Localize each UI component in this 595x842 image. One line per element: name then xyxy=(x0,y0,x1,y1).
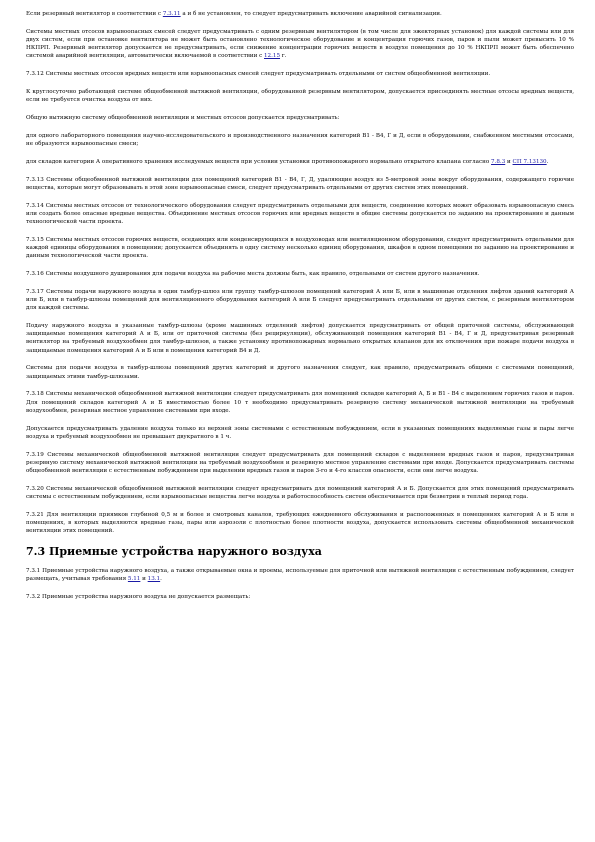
paragraph-text: 7.3.21 Для вентиляции приямков глубиной 0,5 м и более и смотровых каналов, требующих ежедневного обслуживания и расположенных в помещениях категорий А и Б или в помещениях, в которых выделяются вредные газы, пары или аэрозоли с плотностью более плотности воздуха, допускается использовать системы общеобменной механической вентиляции этих помещений. xyxy=(26,511,574,535)
paragraph-text: 7.3.16 Системы воздушного душирования для подачи воздуха на рабочие места должны быть, как правило, отдельными от систем другого назначения. xyxy=(26,271,480,277)
reference-link[interactable]: 5.11 xyxy=(127,576,141,583)
paragraph-text: Подачу наружного воздуха в указанные тамбур-шлюзы (кроме машинных отделений лифтов) допускается предусматривать от общей приточной системы, обслуживающей защищаемые помещения категорий А и Б, или от приточной системы (без рециркуляции), обслуживающей помещения категорий В1 - В4, Г и Д, предусматривая резервный вентилятор на требуемый воздухообмен для тамбур-шлюзов, а также установку противопожарных нормально открытых клапанов для их отключения при пожаре подачи воздуха в защищаемые помещения категорий А и Б или в помещения категорий В4 и Д. xyxy=(26,323,574,354)
paragraph-text: 7.3.2 Приемные устройства наружного воздуха не допускается размещать: xyxy=(26,594,251,601)
paragraph-text: 7.3.12 Системы местных отсосов вредных веществ или взрывоопасных смесей следует предусматривать отдельными от систем общеобменной вентиляции. xyxy=(26,71,491,78)
paragraph-text: Системы для подачи воздуха в тамбур-шлюзы помещений других категорий и другого назначения следует, как правило, предусматривать общими с системами помещений, защищаемых этими тамбур-шлюзами. xyxy=(26,365,574,380)
paragraph xyxy=(26,451,574,476)
paragraph xyxy=(26,132,574,148)
paragraph xyxy=(26,425,574,441)
paragraph xyxy=(26,202,574,227)
paragraph-text: 7.3.18 Системы механической общеобменной вытяжной вентиляции следует предусматривать для помещений складов категорий А, Б и В1 - В4 с выделением горючих газов и паров. Для помещений складов категорий А и Б вместимостью более 10 т необходимо предусматривать резервную систему механической вытяжной вентиляции на требуемый воздухообмен, резервная местное управление системами при входе. xyxy=(26,391,574,414)
reference-link[interactable]: 12.15 xyxy=(264,53,281,60)
paragraph-text: 7.3.20 Системы механической общеобменной вытяжной вентиляции следует предусматривать для помещений категорий А и Б. Допускается для этих помещений предусматривать системы с естественным побуждением, если взрывоопасные вещества легче воздуха и работоспособность систем обеспечивается при безветрии в теплый период года. xyxy=(26,485,574,501)
paragraph xyxy=(26,288,574,313)
paragraph xyxy=(26,70,574,78)
paragraph xyxy=(26,28,574,61)
paragraph-text: 7.3.13 Системы общеобменной вытяжной вентиляции для помещений категорий В1 - В4, Г, Д, удаляющие воздух из 5-метровой зоны вокруг оборудования, содержащего горючие вещества, которые могут образовывать в этой зоне взрывоопасные смеси, следует предусматривать отдельными от других систем этих помещений. xyxy=(26,176,574,191)
paragraph xyxy=(26,322,574,355)
paragraph-text: Системы местных отсосов взрывоопасных смесей следует предусматривать с одним резервным вентилятором (в том числе для эжекторных установок) для каждой системы или для двух систем, если при остановке вентилятора не может быть остановлено технологическое оборудование и концентрация горючих газов, паров и пыли может превысить 10 % НКПРП. Резервный вентилятор допускается не предусматривать, если снижение концентрации горючих веществ в воздухе помещения до 10 % НКПРП может быть обеспечено системой аварийной вентиляции, автоматически включаемой в соответствии с xyxy=(26,28,574,60)
paragraph xyxy=(26,390,574,415)
paragraph-text: К круглосуточно работающей системе общеобменной вытяжной вентиляции, оборудованной резервным вентилятором, допускается присоединять местные отсосы вредных веществ, если не требуется очистка воздуха от них. xyxy=(26,89,574,104)
paragraph xyxy=(26,593,574,601)
paragraph xyxy=(26,10,574,18)
paragraph-text: для складов категории А оперативного хранения исследуемых веществ при условии установки противопожарного нормально открытого клапана согласно xyxy=(26,158,492,165)
paragraph-text: для одного лабораторного помещения научно-исследовательского и производственного назначения категорий В1 - В4, Г и Д, если в оборудовании, снабженном местными отсосами, не образуются взрывоопасные смеси; xyxy=(26,132,574,147)
paragraph-text: Общую вытяжную систему общеобменной вентиляции и местных отсосов допускается предусматривать: xyxy=(26,115,340,121)
paragraph-text: Если резервный вентилятор в соответствии с xyxy=(26,11,163,17)
paragraph-text: 7.3 Приемные устройства наружного воздуха xyxy=(26,545,322,559)
document-page xyxy=(26,10,574,611)
reference-link[interactable]: 7.8.3 xyxy=(491,158,506,165)
paragraph-text: и xyxy=(140,576,148,583)
paragraph-text: . xyxy=(160,576,162,583)
paragraph xyxy=(26,567,574,583)
paragraph-text: г. xyxy=(280,53,287,60)
paragraph-text: 7.3.17 Системы подачи наружного воздуха в один тамбур-шлюз или группу тамбур-шлюзов помещений категорий А или Б, или в машинные отделения лифтов зданий категорий А или Б, или в тамбур-шлюзы помещений для вентиляционного оборудования категорий А или Б следует предусматривать отдельными от других систем, с резервным вентилятором для каждой системы. xyxy=(26,288,574,312)
paragraph xyxy=(26,158,574,166)
paragraph xyxy=(26,270,574,278)
reference-link[interactable]: 13.1 xyxy=(147,576,161,583)
paragraph xyxy=(26,511,574,536)
paragraph-text: Допускается предусматривать удаление воздуха только из верхней зоны системами с естественным побуждением, если в указанных помещениях выделяемые газы и пары легче воздуха и требуемый воздухообмен не превышает двукратного в 1 ч. xyxy=(26,425,574,440)
paragraph-text: а и б не установлен, то следует предусматривать включение аварийной сигнализации. xyxy=(180,11,442,17)
paragraph xyxy=(26,364,574,380)
paragraph-text: 7.3.14 Системы местных отсосов от технологического оборудования следует предусматривать отдельными для веществ, соединение которых может образовать взрывоопасную смесь или создать более опасные вредные вещества. Объединение местных отсосов горючих или вредных веществ в общие системы допускается по заданию на проектирование и данным технологической части проекта. xyxy=(26,202,574,225)
paragraph-text: 7.3.19 Системы механической общеобменной вытяжной вентиляции следует предусматривать для помещений складов с выделением вредных газов и паров, предусматривая резервную систему механической вытяжной вентиляции на требуемый воздухообмен и резервную местное управление системами при входе. Допускается предусматривать системы общеобменной вентиляции с естественным побуждением при выделении вредных газов и паров 3-го и 4-го классов опасности, если они легче воздуха. xyxy=(26,451,574,475)
reference-link[interactable]: СП 7.13130 xyxy=(512,158,547,165)
section-heading xyxy=(26,545,574,559)
paragraph xyxy=(26,236,574,261)
paragraph-text: 7.3.1 Приемные устройства наружного воздуха, а также открываемые окна и проемы, используемые для приточной или вытяжной вентиляции с естественным побуждением, следует размещать, учитывая требования xyxy=(26,568,574,583)
paragraph-text: и xyxy=(505,158,513,165)
paragraph-text: . xyxy=(546,158,549,165)
paragraph xyxy=(26,485,574,501)
paragraph xyxy=(26,88,574,104)
paragraph-text: 7.3.15 Системы местных отсосов горючих веществ, оседающих или конденсирующихся в воздуховодах или вентиляционном оборудовании, следует предусматривать отдельными для каждой единицы оборудования в помещении; допускается объединять в одну систему несколько единиц оборудования, шкафов в одном помещении по заданию на проектирование и данным технологической части проекта. xyxy=(26,236,574,260)
reference-link[interactable]: 7.3.11 xyxy=(162,11,181,17)
paragraph xyxy=(26,114,574,122)
paragraph xyxy=(26,176,574,192)
